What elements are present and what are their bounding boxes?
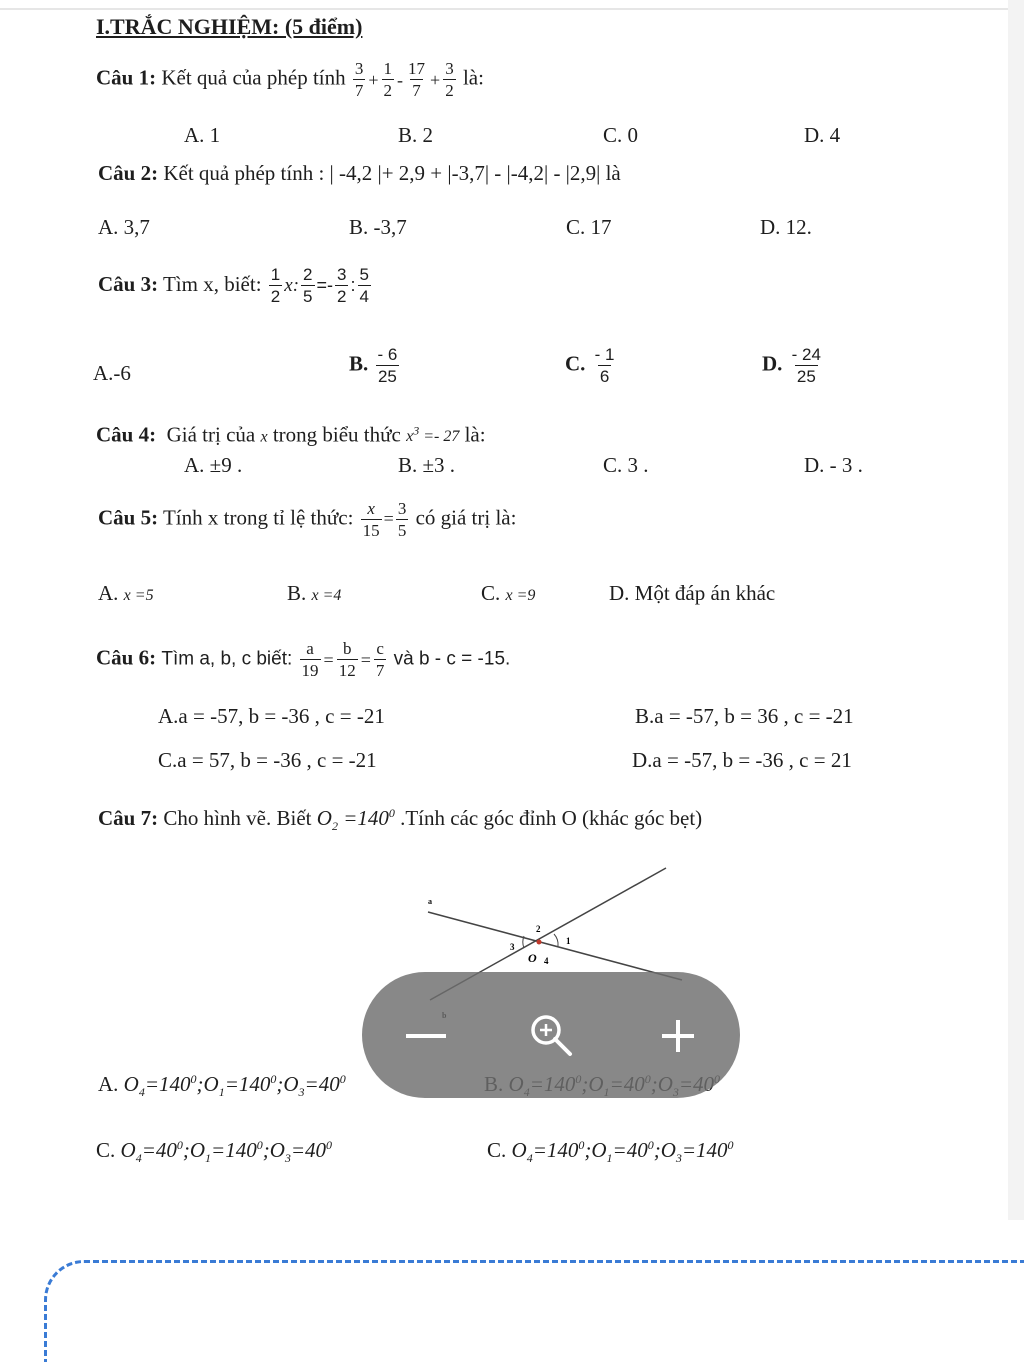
option-b[interactable]: B. -3,7 (349, 215, 407, 239)
option-c[interactable]: C. $O_4=40^0;O_1=140^0;O_3=40^0$ (96, 1138, 333, 1166)
fraction: $\frac{- 6}{25}$ (377, 345, 398, 386)
option-a[interactable]: A. $O_4=140^0;O_1=140^0;O_3=40^0$ (98, 1072, 346, 1100)
fraction: $\frac{2}{5}$ (303, 265, 313, 306)
question-text: Giá trị của (166, 422, 256, 447)
question-label: Câu 3: (98, 272, 159, 297)
point-o (537, 940, 542, 945)
option-a[interactable]: A. x =5 (98, 581, 154, 605)
fraction: $\frac{3}{7}$ (354, 59, 364, 100)
option-b[interactable]: B. ±3 . (398, 453, 456, 477)
option-a[interactable]: A.-6 (93, 361, 131, 385)
option-a[interactable]: A. 3,7 (98, 215, 150, 239)
top-border (0, 8, 1024, 10)
question-6: Câu 6: Tìm a, b, c biết: $\frac{a}{19}$ = $\frac{b}{12}$ = $\frac{c}{7}$ và b - c = -15. (96, 639, 511, 680)
option-a[interactable]: A. ±9 . (184, 453, 243, 477)
fraction: $\frac{b}{12}$ (338, 639, 356, 680)
option-d[interactable]: D. - 3 . (804, 453, 863, 477)
question-label: Câu 1: (96, 65, 157, 90)
fraction: $\frac{1}{2}$ (383, 59, 393, 100)
line-a (428, 912, 682, 980)
option-b[interactable]: B. 2 (398, 123, 434, 147)
question-tail: là: (462, 65, 484, 90)
question-3: Câu 3: Tìm x, biết: $\frac{1}{2}$ x: $\frac{2}{5}$ =- $\frac{3}{2}$ : $\frac{5}{4}$ (98, 265, 369, 306)
option-d[interactable]: D. Một đáp án khác (609, 581, 776, 605)
option-c[interactable]: C. 17 (566, 215, 612, 239)
question-2 (98, 160, 621, 186)
answer-box[interactable] (44, 1260, 1024, 1362)
question-label: Câu 7: (98, 806, 159, 830)
option-c[interactable]: C.a = 57, b = -36 , c = -21 (158, 748, 377, 772)
option-d[interactable]: D.a = -57, b = -36 , c = 21 (632, 748, 852, 772)
angle-arc (554, 934, 558, 946)
zoom-in-icon[interactable] (528, 1012, 576, 1060)
fraction: $\frac{- 1}{6}$ (594, 345, 615, 386)
option-c[interactable]: C. x =9 (481, 581, 536, 605)
question-label: Câu 4: (96, 422, 157, 447)
fraction: $\frac{3}{2}$ (337, 265, 347, 306)
fraction: $\frac{c}{7}$ (375, 639, 385, 680)
zoom-controls (362, 972, 740, 1098)
fraction: $\frac{3}{5}$ (397, 499, 407, 540)
option-d[interactable]: D. $\frac{- 24}{25}$ (762, 345, 821, 386)
label-a: a (428, 897, 432, 906)
question-text: Cho hình vẽ. Biết (163, 806, 312, 830)
minus-icon[interactable] (406, 1034, 446, 1038)
angle-label-3: 3 (510, 942, 515, 952)
angle-label-2: 2 (536, 924, 541, 934)
option-b[interactable]: B. $\frac{- 6}{25}$ (349, 345, 398, 386)
option-c[interactable]: C. 0 (603, 123, 639, 147)
question-text: Kết quả của phép tính (161, 65, 346, 90)
option-d[interactable]: D. 12. (760, 215, 812, 239)
option-a[interactable]: A. 1 (184, 123, 221, 147)
question-text: Tìm a, b, c biết: (161, 648, 293, 670)
question-label: Câu 6: (96, 645, 157, 670)
fraction: $\frac{5}{4}$ (359, 265, 369, 306)
question-text: Kết quả phép tính : | -4,2 |+ 2,9 + |-3,7| - |-4,2| - |2,9| là (163, 161, 621, 185)
option-b[interactable]: B. x =4 (287, 581, 342, 605)
angle-arc (523, 936, 524, 948)
fraction: $\frac{a}{19}$ (301, 639, 319, 680)
option-d[interactable]: D. 4 (804, 123, 841, 147)
question-label: Câu 2: (98, 161, 159, 185)
angle-label-1: 1 (566, 936, 571, 946)
question-7: Câu 7: Cho hình vẽ. Biết $O_2 =140^0$ .Tính các góc đỉnh O (khác góc bẹt) (98, 806, 703, 834)
fraction: $\frac{17}{7}$ (408, 59, 426, 100)
option-d[interactable]: C. $O_4=140^0;O_1=40^0;O_3=140^0$ (487, 1138, 734, 1166)
question-1: Câu 1: Kết quả của phép tính $\frac{3}{7}$ + $\frac{1}{2}$ - $\frac{17}{7}$ + $\frac{3}{2}$ là: (96, 59, 484, 100)
plus-icon[interactable] (658, 1016, 698, 1056)
fraction: $\frac{1}{2}$ (270, 265, 281, 306)
fraction: $\frac{x}{15}$ (362, 499, 380, 540)
label-o: O (528, 951, 537, 965)
question-5: Câu 5: Tính x trong tỉ lệ thức: $\frac{x}{15}$ = $\frac{3}{5}$ có giá trị là: (98, 499, 517, 540)
page-edge (1008, 0, 1024, 1220)
question-text: Tính x trong tỉ lệ thức: (162, 505, 354, 530)
question-text: Tìm x, biết: (162, 272, 262, 297)
option-a[interactable]: A.a = -57, b = -36 , c = -21 (158, 704, 385, 728)
question-label: Câu 5: (98, 505, 159, 530)
angle-label-4: 4 (544, 956, 549, 966)
fraction: $\frac{3}{2}$ (445, 59, 454, 100)
option-b[interactable]: B.a = -57, b = 36 , c = -21 (635, 704, 854, 728)
section-heading: I.TRẮC NGHIỆM: (5 điểm) (96, 14, 363, 39)
question-4: Câu 4: Giá trị của x trong biểu thức $x^3 =- 27$ là: (96, 422, 486, 447)
option-c[interactable]: C. 3 . (603, 453, 649, 477)
fraction: $\frac{- 24}{25}$ (791, 345, 821, 386)
option-c[interactable]: C. $\frac{- 1}{6}$ (565, 345, 615, 386)
